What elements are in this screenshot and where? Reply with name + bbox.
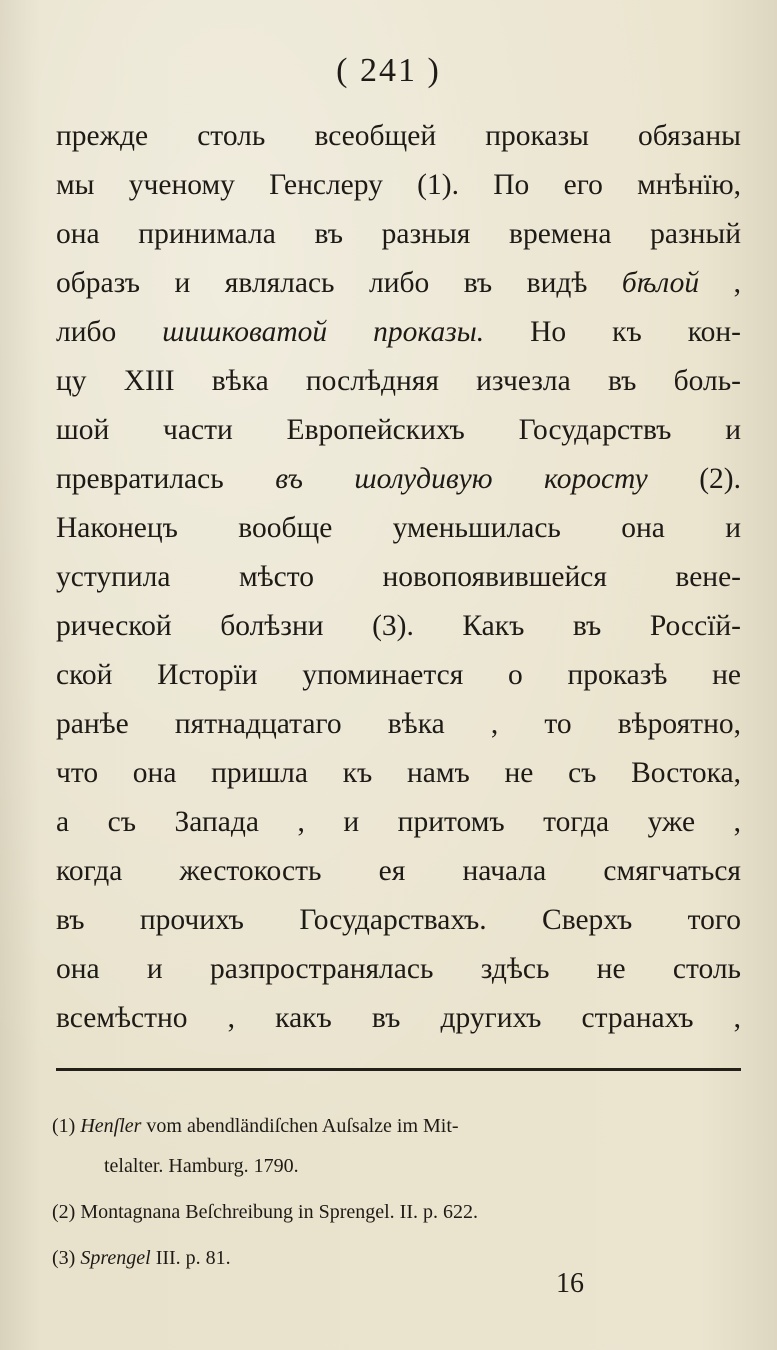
text-line: а съ Запада , и притомъ тогда уже , (56, 806, 741, 838)
text-line: она принимала въ разныя времена разный (56, 218, 741, 250)
footnote-1 (52, 1106, 752, 1146)
body-text (56, 112, 741, 1043)
text-line (56, 455, 741, 504)
footnote-separator-rule (56, 1068, 741, 1071)
text-segment: превратилась (56, 463, 276, 495)
footnote-text: vom abendländiſchen Auſsalze im Mit- (141, 1115, 459, 1137)
text-segment: , (699, 267, 741, 299)
text-line: цу XIII вѣка послѣдняя изчезла въ боль- (56, 365, 741, 397)
text-line: въ прочихъ Государствахъ. Сверхъ того (56, 904, 741, 936)
text-line: шой части Европейскихъ Государствъ и (56, 414, 741, 446)
text-segment: образъ и являлась либо въ видѣ (56, 267, 622, 299)
footnote-author: Sprengel (80, 1247, 151, 1269)
footnote-text: III. p. 81. (150, 1247, 231, 1269)
text-line: уступила мѣсто новопоявившейся вене- (56, 561, 741, 593)
text-line: когда жестокость ея начала смягчаться (56, 855, 741, 887)
text-line (56, 308, 741, 357)
footnotes (52, 1106, 752, 1278)
footnote-1-continuation: telalter. Hamburg. 1790. (104, 1155, 299, 1177)
text-line: рической болѣзни (3). Какъ въ Россїй- (56, 610, 741, 642)
text-line: она и разпространялась здѣсь не столь (56, 953, 741, 985)
text-line: Наконецъ вообще уменьшилась она и (56, 512, 741, 544)
footnote-3 (52, 1238, 752, 1278)
text-line: что она пришла къ намъ не съ Востока, (56, 757, 741, 789)
footnote-author: Henſler (80, 1115, 142, 1137)
italic-phrase: бѣлой (621, 267, 700, 299)
italic-phrase: шишковатой проказы. (162, 316, 485, 348)
text-line: мы ученому Генслеру (1). По его мнѣнїю, (56, 169, 741, 201)
text-segment: Но къ кон- (484, 316, 741, 348)
text-line: прежде столь всеобщей проказы обязаны (56, 120, 741, 152)
italic-phrase: въ шолудивую коросту (275, 463, 648, 495)
footnote-marker: (1) (52, 1115, 81, 1137)
footnote-2: (2) Montagnana Beſchreibung in Sprengel. II. p. 622. (52, 1201, 479, 1223)
text-line (56, 259, 741, 308)
signature-mark: 16 (556, 1268, 584, 1299)
text-line: всемѣстно , какъ въ другихъ странахъ , (56, 1002, 741, 1034)
page-number: ( 241 ) (336, 52, 441, 89)
text-segment: (2). (647, 463, 741, 495)
text-segment: либо (56, 316, 163, 348)
text-line: ранѣе пятнадцатаго вѣка , то вѣроятно, (56, 708, 741, 740)
text-line: ской Исторїи упоминается о проказѣ не (56, 659, 741, 691)
footnote-marker: (3) (52, 1247, 81, 1269)
